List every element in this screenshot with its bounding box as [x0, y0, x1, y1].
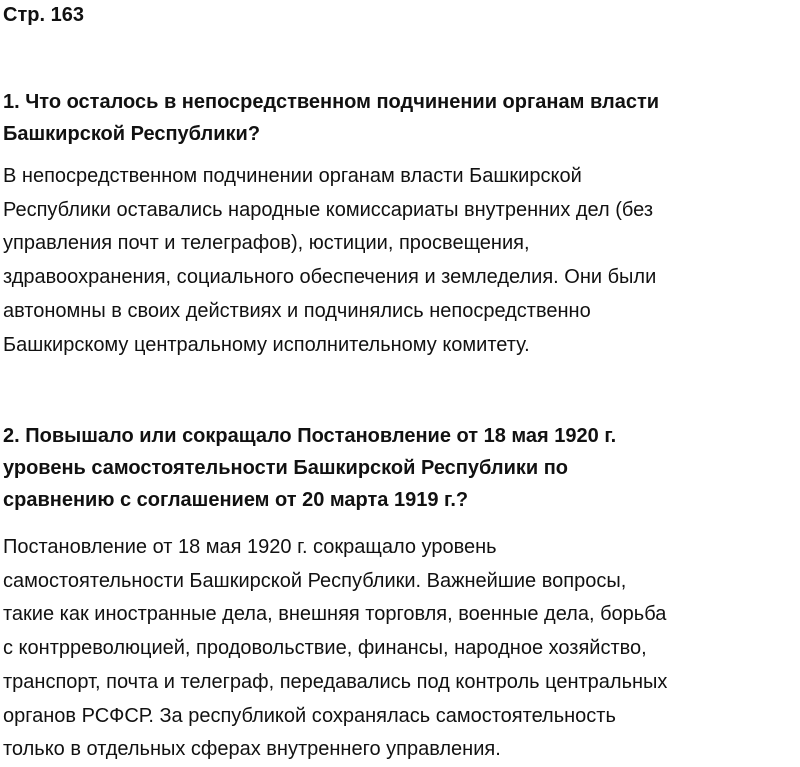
answer-1-line: автономны в своих действиях и подчинялись непосредственно	[3, 299, 591, 322]
question-2-line: уровень самостоятельности Башкирской Республики по	[3, 457, 569, 479]
answer-2	[3, 531, 797, 767]
answer-1-line: Республики оставались народные комиссариаты внутренних дел (без	[3, 198, 653, 221]
answer-1-line: здравоохранения, социального обеспечения и земледелия. Они были	[3, 266, 657, 289]
answer-2-line: органов РСФСР. За республикой сохранялась самостоятельность	[3, 704, 616, 727]
answer-2-line: Постановление от 18 мая 1920 г. сокращало уровень	[3, 536, 497, 558]
answer-1	[3, 160, 797, 362]
question-2-line: 2. Повышало или сокращало Постановление от 18 мая 1920 г.	[3, 425, 617, 447]
question-1	[3, 86, 797, 150]
answer-2-line: только в отдельных сферах внутреннего управления.	[3, 738, 501, 761]
question-1-line: Башкирской Республики?	[3, 123, 261, 145]
answer-2-line: транспорт, почта и телеграф, передавались под контроль центральных	[3, 670, 668, 693]
page-number-label: Стр. 163	[3, 4, 84, 26]
question-2	[3, 420, 797, 516]
answer-1-line: В непосредственном подчинении органам власти Башкирской	[3, 165, 582, 187]
question-1-line: 1. Что осталось в непосредственном подчинении органам власти	[3, 91, 660, 113]
question-2-line: сравнению с соглашением от 20 марта 1919 г.?	[3, 489, 469, 511]
answer-1-line: Башкирскому центральному исполнительному комитету.	[3, 333, 530, 356]
answer-2-line: такие как иностранные дела, внешняя торговля, военные дела, борьба	[3, 603, 667, 626]
answer-2-line: с контрреволюцией, продовольствие, финансы, народное хозяйство,	[3, 637, 647, 660]
answer-1-line: управления почт и телеграфов), юстиции, просвещения,	[3, 232, 530, 255]
answer-2-line: самостоятельности Башкирской Республики. Важнейшие вопросы,	[3, 569, 627, 592]
